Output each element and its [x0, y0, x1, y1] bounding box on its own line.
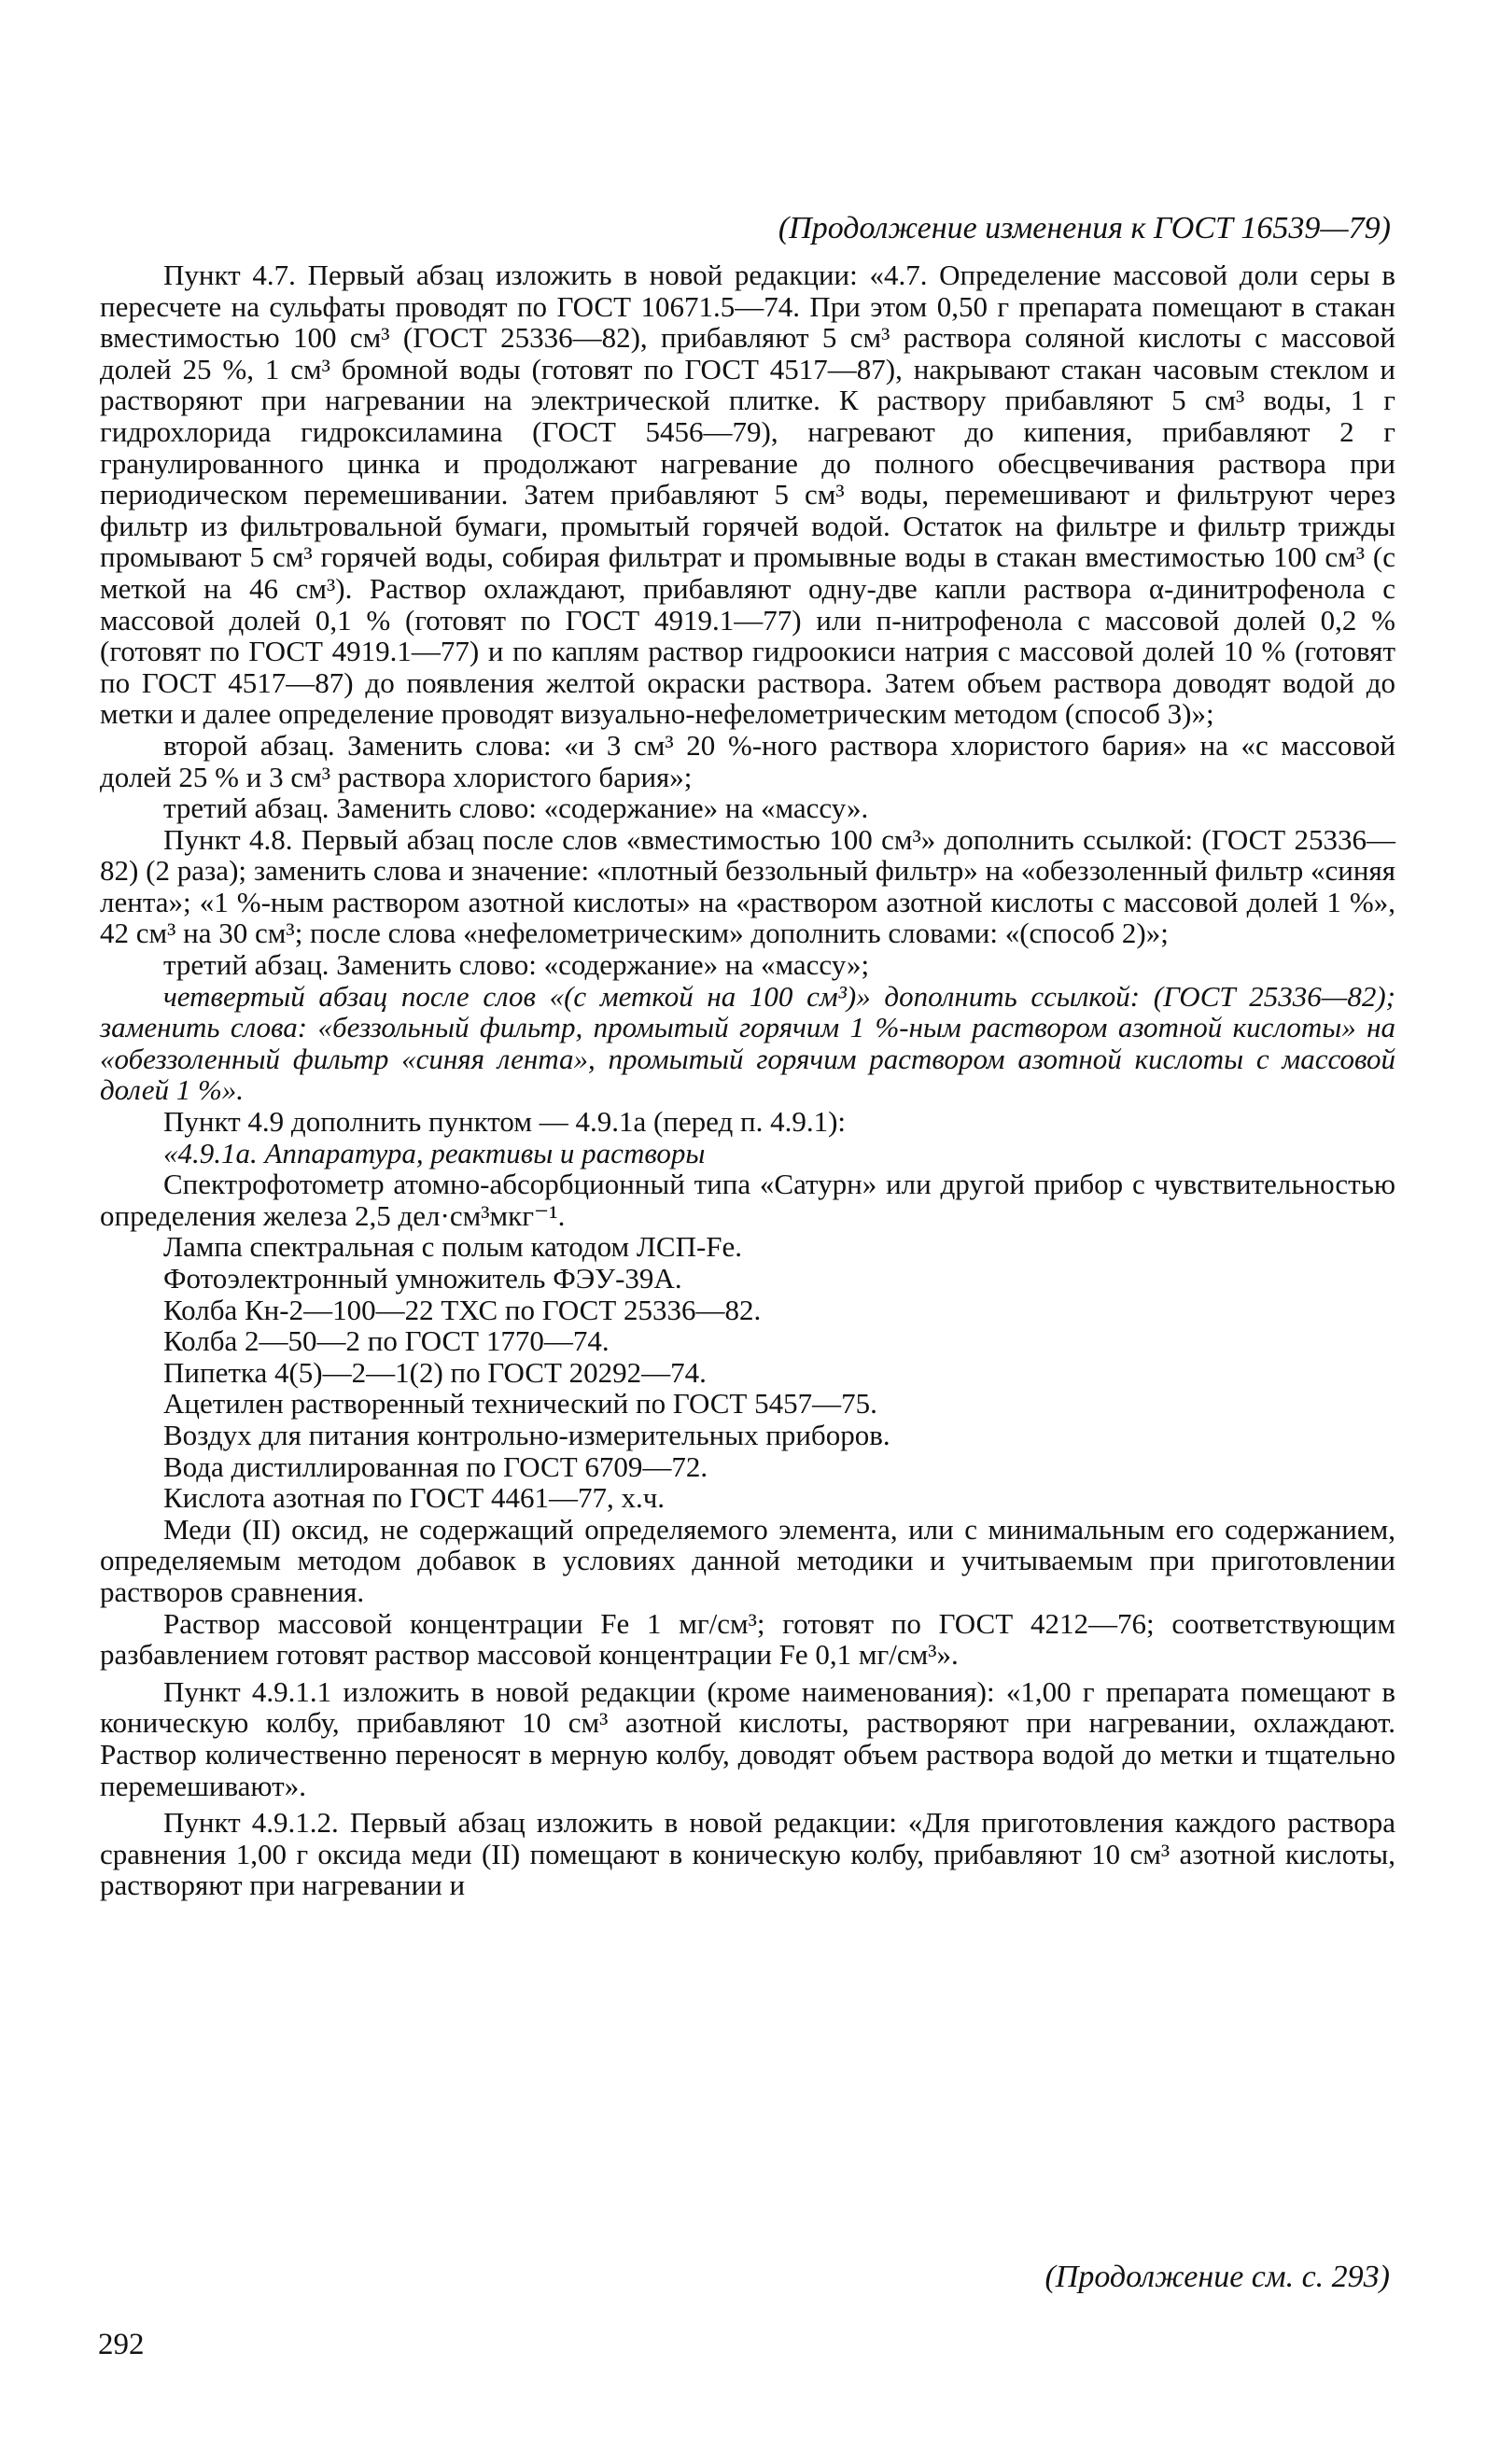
- paragraph-second-abzac: второй абзац. Заменить слова: «и 3 см³ 20 %-ного раствора хлористого бария» на «с массовой долей 25 % и 3 см³ раствора хлористого бария»;: [100, 728, 1395, 793]
- paragraph-4-9: Пункт 4.9 дополнить пунктом — 4.9.1а (перед п. 4.9.1):: [163, 1105, 847, 1139]
- section-heading-4-9-1a: «4.9.1а. Аппаратура, реактивы и растворы: [163, 1136, 706, 1169]
- list-item-nitric-acid: Кислота азотная по ГОСТ 4461—77, х.ч.: [163, 1481, 666, 1515]
- list-item-flask-kn: Колба Кн-2—100—22 ТХС по ГОСТ 25336—82.: [163, 1293, 762, 1326]
- paragraph-third-abzac: третий абзац. Заменить слово: «содержание» на «массу».: [163, 791, 869, 825]
- paragraph-4-8-fourth: четвертый абзац после слов «(с меткой на 100 см³)» дополнить ссылкой: (ГОСТ 25336—82); заменить слова: «беззольный фильтр, промытый горячим 1 %-ным раствором азотной кислоты» на «обеззоленный фильтр «синяя лента», промытый горячим раствором азотной кислоты с массовой долей 1 %».: [100, 979, 1395, 1107]
- list-item-spectrophotometer: Спектрофотометр атомно-абсорбционный типа «Сатурн» или другой прибор с чувствительностью определения железа 2,5 дел·см³мкг⁻¹.: [100, 1168, 1395, 1232]
- paragraph-4-9-1-1: Пункт 4.9.1.1 изложить в новой редакции (кроме наименования): «1,00 г препарата помещают в коническую колбу, прибавляют 10 см³ азотной кислоты, растворяют при нагревании, охлаждают. Раствор количественно переносят в мерную колбу, доводят объем раствора водой до метки и тщательно перемешивают».: [100, 1674, 1395, 1802]
- list-item-photomultiplier: Фотоэлектронный умножитель ФЭУ-39А.: [163, 1262, 682, 1295]
- list-item-flask: Колба 2—50—2 по ГОСТ 1770—74.: [163, 1324, 610, 1358]
- page-number: 292: [98, 2328, 145, 2361]
- list-item-acetylene: Ацетилен растворенный технический по ГОСТ 5457—75.: [163, 1387, 877, 1421]
- body-text: [100, 259, 1395, 1901]
- paragraph-4-8: Пункт 4.8. Первый абзац после слов «вместимостью 100 см³» дополнить ссылкой: (ГОСТ 25336—82) (2 раза); заменить слова и значение: «плотный беззольный фильтр» на «обеззоленный фильтр «синяя лента»; «1 %-ным раствором азотной кислоты» на «раствором азотной кислоты с массовой долей 1 %», 42 см³ на 30 см³; после слова «нефелометрическим» дополнить словами: «(способ 2)»;: [100, 822, 1395, 950]
- list-item-water: Вода дистиллированная по ГОСТ 6709—72.: [163, 1449, 708, 1483]
- list-item-lamp: Лампа спектральная с полым катодом ЛСП-Fe.: [163, 1230, 743, 1264]
- continuation-header: (Продолжение изменения к ГОСТ 16539—79): [778, 211, 1391, 245]
- paragraph-4-9-1-2: Пункт 4.9.1.2. Первый абзац изложить в новой редакции: «Для приготовления каждого раствора сравнения 1,00 г оксида меди (II) помещают в коническую колбу, прибавляют 10 см³ азотной кислоты, растворяют при нагревании и: [100, 1806, 1395, 1902]
- paragraph-4-7: Пункт 4.7. Первый абзац изложить в новой редакции: «4.7. Определение массовой доли серы в пересчете на сульфаты проводят по ГОСТ 10671.5—74. При этом 0,50 г препарата помещают в стакан вместимостью 100 см³ (ГОСТ 25336—82), прибавляют 5 см³ раствора соляной кислоты с массовой долей 25 %, 1 см³ бромной воды (готовят по ГОСТ 4517—87), накрывают стакан часовым стеклом и растворяют при нагревании на электрической плитке. К раствору прибавляют 5 см³ воды, 1 г гидрохлорида гидроксиламина (ГОСТ 5456—79), нагревают до кипения, прибавляют 2 г гранулированного цинка и продолжают нагревание до полного обесцвечивания раствора при периодическом перемешивании. Затем прибавляют 5 см³ воды, перемешивают и фильтруют через фильтр из фильтровальной бумаги, промытый горячей водой. Остаток на фильтре и фильтр трижды промывают 5 см³ горячей воды, собирая фильтрат и промывные воды в стакан вместимостью 100 см³ (с меткой на 46 см³). Раствор охлаждают, прибавляют одну-две капли раствора α-динитрофенола с массовой долей 0,1 % (готовят по ГОСТ 4919.1—77) или п-нитрофенола с массовой долей 0,2 % (готовят по ГОСТ 4919.1—77) и по каплям раствор гидроокиси натрия с массовой долей 10 % (готовят по ГОСТ 4517—87) до появления желтой окраски раствора. Затем объем раствора доводят водой до метки и далее определение проводят визуально-нефелометрическим методом (способ 3)»;: [100, 259, 1395, 731]
- list-item-copper-oxide: Меди (II) оксид, не содержащий определяемого элемента, или с минимальным его содержанием, определяемым методом добавок в условиях данной методики и учитываемым при приготовлении растворов сравнения.: [100, 1512, 1395, 1608]
- list-item-air: Воздух для питания контрольно-измерительных приборов.: [163, 1418, 890, 1451]
- paragraph-4-8-third: третий абзац. Заменить слово: «содержание» на «массу»;: [163, 948, 870, 982]
- continuation-footer: (Продолжение см. с. 293): [1044, 2260, 1390, 2294]
- list-item-fe-solution: Раствор массовой концентрации Fe 1 мг/см³; готовят по ГОСТ 4212—76; соответствующим разбавлением готовят раствор массовой концентрации Fe 0,1 мг/см³».: [100, 1606, 1395, 1672]
- list-item-pipette: Пипетка 4(5)—2—1(2) по ГОСТ 20292—74.: [163, 1355, 707, 1389]
